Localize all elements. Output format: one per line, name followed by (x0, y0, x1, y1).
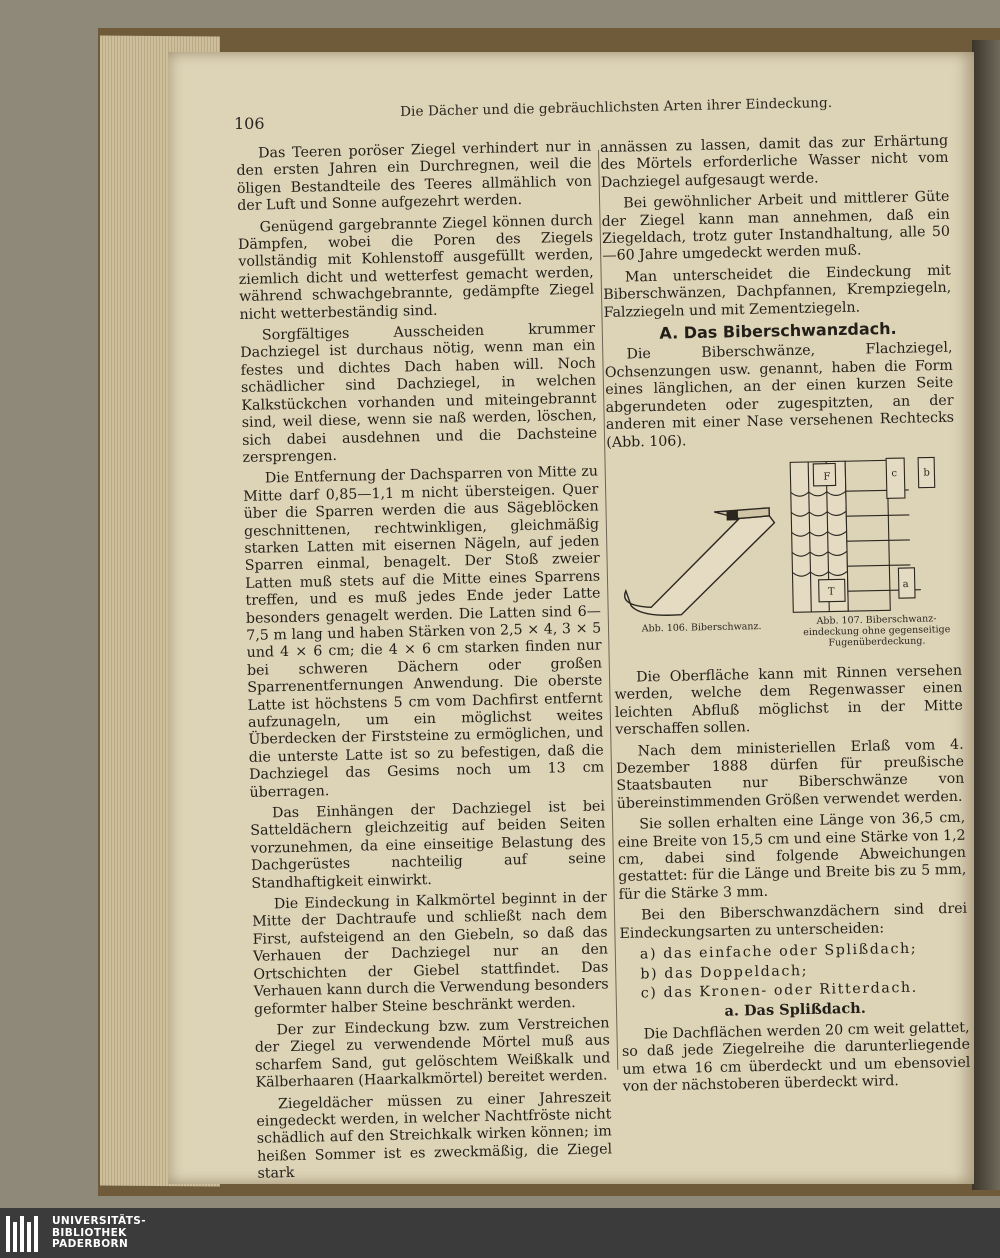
right-column-top (600, 133, 955, 456)
caption-line: Abb. 107. Biberschwanz- (816, 613, 937, 627)
paragraph: Die Entfernung der Dachsparren von Mitte zu Mitte darf 0,85—1,1 m nicht übersteigen. Quer über die Sparren werden die aus Sägeblöcken geschnittenen, rechtwinkligen, gleichmäßig starken Latten mit eisernen Nägeln, auf jeden Sparren einmal, benagelt. Der Stoß zweier Latten muß stets auf die Mitte eines Sparrens treffen, und es muß jedes Ende jeder Latte besonders genagelt werden. Die Latten sind 6—7,5 m lang und haben Stärken von 2,5 × 4, 3 × 5 und 4 × 6 cm; die 4 × 6 cm starken finden nur bei schweren Dächern oder großen Sparrenentfernungen Anwendung. Die oberste Latte ist höchstens 5 cm vom Dachfirst entfernt aufzunageln, um ein möglichst weites Überdecken der Firststeine zu ermöglichen, und die unterste Latte ist so zu befestigen, daß die Dachziegel das Gesims noch um 13 cm überragen. (243, 463, 605, 801)
figure-label-T: T (827, 586, 835, 598)
list-item: b) das Doppeldach; (640, 962, 809, 983)
library-name-line: BIBLIOTHEK (52, 1226, 127, 1239)
figure-label-F: F (823, 471, 831, 483)
paragraph: Die Eindeckung in Kalkmörtel beginnt in der Mitte der Dachtraufe und schließt nach dem First, aufsteigend an den Giebeln, so daß das Verhauen der Dachziegel nur an den Ortschichten der Giebel stattfindet. Das Verhauen kann durch die Verwendung besonders geformter halber Steine beschränkt werden. (252, 889, 609, 1018)
paragraph: Der zur Eindeckung bzw. zum Verstreichen der Ziegel zu verwendende Mörtel muß aus scharfem Sand, gut gelöschtem Weißkalk und Kälberhaaren (Haarkalkmörtel) bereitet werden. (254, 1015, 611, 1091)
page-number: 106 (234, 114, 265, 133)
list-item: c) das Kronen- oder Ritterdach. (640, 979, 918, 1002)
caption-line: Fugenüberdeckung. (828, 635, 926, 649)
book-gutter-shadow (972, 40, 1000, 1190)
biberschwanz-drawing (623, 508, 776, 616)
paragraph: Genügend gargebrannte Ziegel können durch Dämpfen, wobei die Poren des Ziegels vollständig mit Kohlenstoff ausgefüllt werden, ziemlich dicht und wetterfest gemacht werden, während schwachgebrannte, gedämpfte Ziegel nicht wetterbeständig sind. (237, 212, 595, 323)
paragraph: Die Oberfläche kann mit Rinnen versehen werden, welche dem Regenwasser einen leichten Abfluß möglichst in der Mitte verschaffen sollen. (614, 662, 963, 739)
paragraph: Bei den Biberschwanzdächern sind drei Eindeckungsarten zu unterscheiden: (619, 900, 968, 942)
figure-label-c: c (891, 468, 898, 480)
paragraph: Das Einhängen der Dachziegel ist bei Satteldächern gleichzeitig auf beiden Seiten vorzunehmen, da eine einseitige Belastung des Dachgerüstes nachteilig auf seine Standhaftigkeit einwirkt. (250, 798, 607, 892)
right-column-bottom (614, 663, 971, 1101)
section-heading: A. Das Biberschwanzdach. (659, 318, 897, 343)
library-name-line: UNIVERSITÄTS- (52, 1215, 147, 1227)
paragraph: Man unterscheidet die Eindeckung mit Biberschwänzen, Dachpfannen, Krempziegeln, Falzziegeln und mit Zementziegeln. (603, 262, 952, 321)
list-item: a) das einfache oder Splißdach; (639, 940, 918, 963)
paragraph: Nach dem ministeriellen Erlaß vom 4. Dezember 1888 dürfen für preußische Staatsbauten nur Biberschwänze von übereinstimmenden Größen verwendet werden. (615, 736, 965, 812)
paragraph: Die Dachflächen werden 20 cm weit gelattet, so daß jede Ziegelreihe die darunterliegende um etwa 16 cm überdeckt und um ebensoviel von der nächstoberen überdeckt wird. (621, 1019, 971, 1095)
figures-area (618, 449, 972, 656)
paragraph: Das Teeren poröser Ziegel verhindert nur in den ersten Jahren ein Durchregnen, weil die öligen Bestandteile des Teeres allmählich von der Luft und Sonne aufgezehrt werden. (236, 138, 592, 215)
library-name (52, 1216, 146, 1251)
paragraph: Ziegeldächer müssen zu einer Jahreszeit eingedeckt werden, in welcher Nachtfröste nicht schädlich auf den Streichkalk wirken können; im heißen Sommer ist es zweckmäßig, die Ziegel stark (256, 1088, 613, 1182)
tile-illustrations (618, 449, 971, 626)
paragraph: Die Biberschwänze, Flachziegel, Ochsenzungen usw. genannt, haben die Form eines länglichen, an der einen kurzen Seite abgerundeten oder zugespitzten, an der anderen mit einer Nase versehenen Rechtecks (Abb. 106). (604, 340, 955, 451)
library-footer-bar (0, 1208, 1000, 1258)
figure-106-caption: Abb. 106. Biberschwanz. (641, 621, 762, 635)
paragraph: Bei gewöhnlicher Arbeit und mittlerer Güte der Ziegel kann man annehmen, daß ein Ziegeldach, trotz guter Instandhaltung, alle 50—60 Jahre umgedeckt werden muß. (601, 188, 951, 265)
library-logo-icon (4, 1214, 46, 1254)
library-name-line: PADERBORN (52, 1238, 129, 1250)
roof-covering-drawing (790, 457, 937, 612)
figure-107-caption (786, 613, 967, 650)
paragraph: Sie sollen erhalten eine Länge von 36,5 cm, eine Breite von 15,5 cm und eine Stärke von 1,2 cm, dabei sind folgende Abweichungen gestattet: für die Länge und Breite bis zu 5 mm, für die Stärke 3 mm. (617, 809, 967, 903)
paragraph: Sorgfältiges Ausscheiden krummer Dachziegel ist durchaus nötig, wenn man ein festes und dichtes Dach haben will. Noch schädlicher sind Dachziegel, in welchen Kalkstückchen vorhanden und miteingebrannt sind, weil diese, wenn sie naß werden, löschen, sich dabei ausdehnen und die Dachsteine zersprengen. (240, 320, 598, 466)
paragraph: annässen zu lassen, damit das zur Erhärtung des Mörtels erforderliche Wasser nicht vom Dachziegel aufgesaugt werde. (600, 132, 949, 191)
figure-label-b: b (923, 467, 930, 479)
caption-line: eindeckung ohne gegenseitige (803, 624, 951, 639)
sub-heading: a. Das Splißdach. (724, 1000, 866, 1021)
figure-label-a: a (902, 578, 909, 591)
running-title: Die Dächer und die gebräuchlichsten Arten ihrer Eindeckung. (400, 94, 833, 120)
left-column (236, 139, 613, 1188)
